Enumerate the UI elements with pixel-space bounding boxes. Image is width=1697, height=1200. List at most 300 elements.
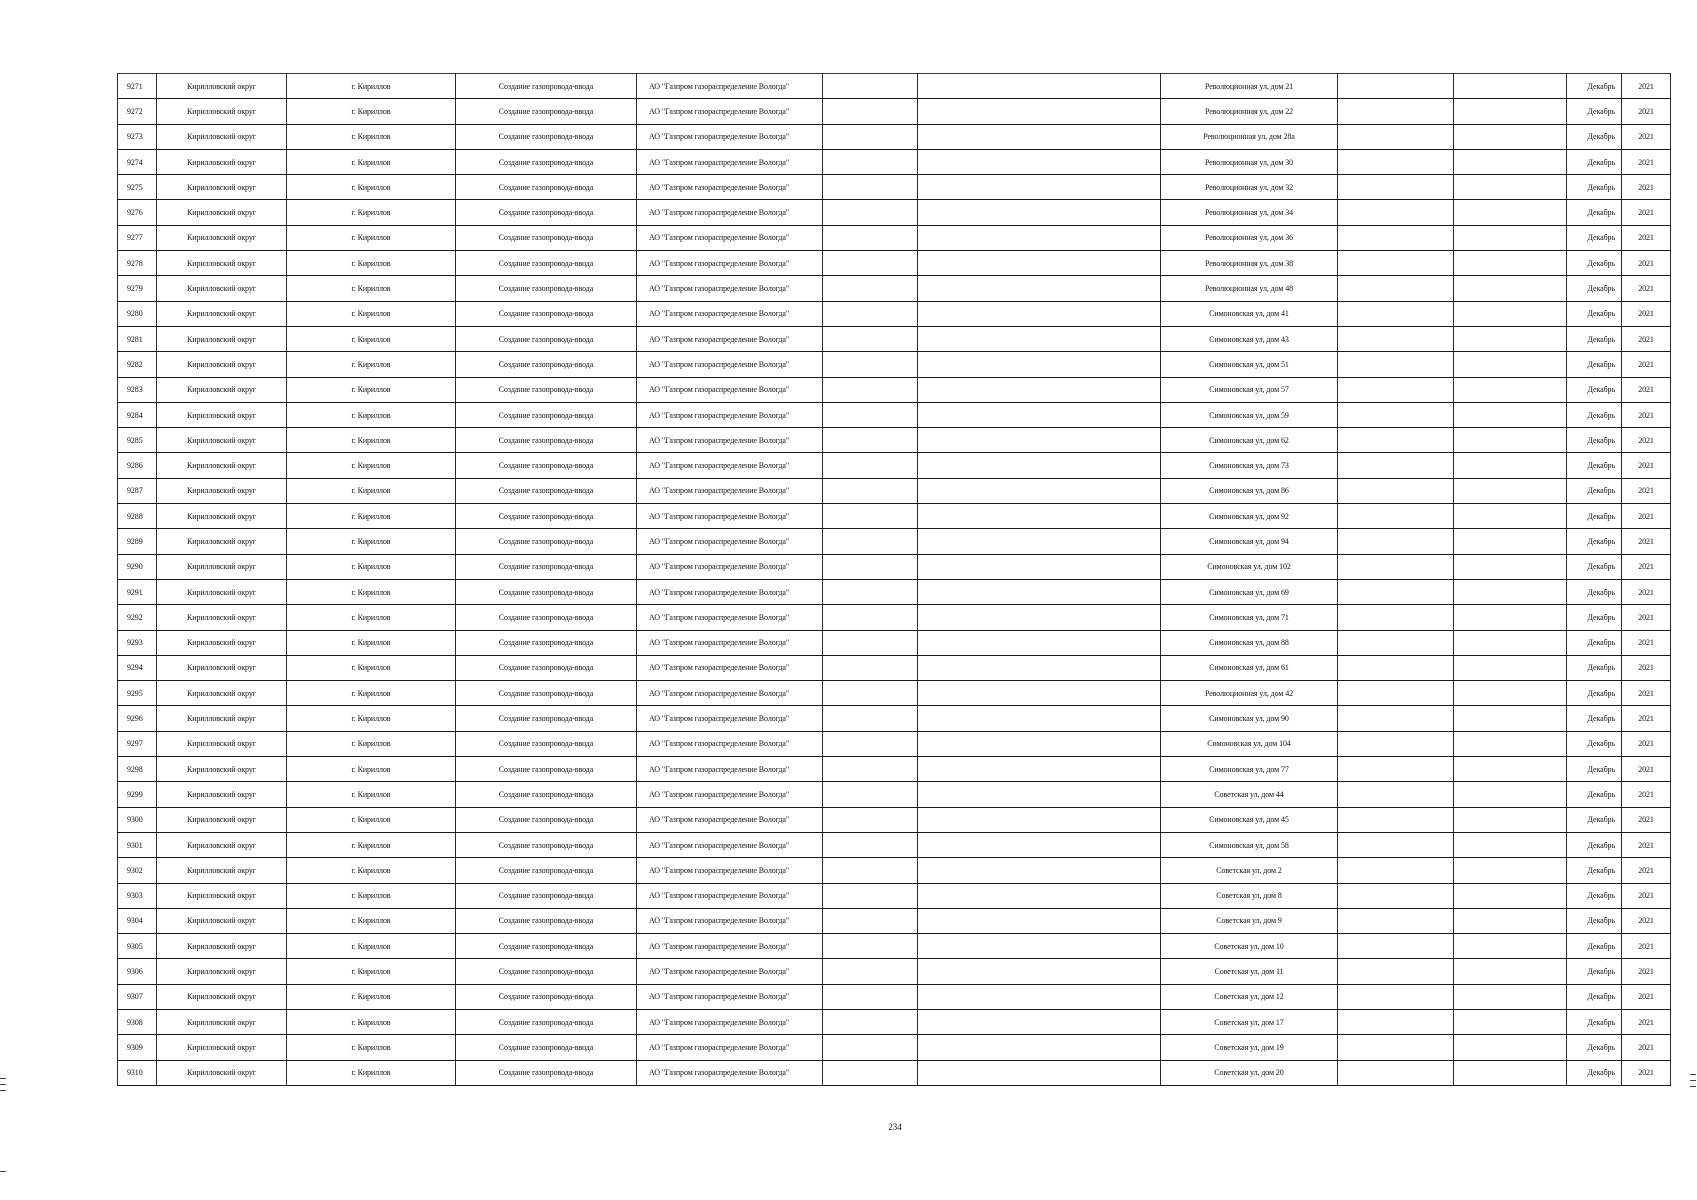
cell-work-type: Создание газопровода-ввода <box>456 1035 637 1060</box>
cell-organization: АО "Газпром газораспределение Вологда" <box>637 529 823 554</box>
cell-month: Декабрь <box>1567 858 1622 883</box>
cell-row-number: 9296 <box>118 706 157 731</box>
cell-address: Симоновская ул, дом 57 <box>1161 377 1338 402</box>
cell-address: Революционная ул, дом 21 <box>1161 74 1338 99</box>
cell-organization: АО "Газпром газораспределение Вологда" <box>637 706 823 731</box>
cell-address: Симоновская ул, дом 62 <box>1161 428 1338 453</box>
cell-work-type: Создание газопровода-ввода <box>456 782 637 807</box>
cell-empty <box>1338 984 1454 1009</box>
cell-row-number: 9301 <box>118 832 157 857</box>
cell-empty <box>823 74 918 99</box>
cell-work-type: Создание газопровода-ввода <box>456 959 637 984</box>
cell-empty <box>823 630 918 655</box>
cell-work-type: Создание газопровода-ввода <box>456 554 637 579</box>
cell-district: Кирилловский округ <box>157 149 287 174</box>
cell-year: 2021 <box>1622 908 1671 933</box>
cell-empty <box>1338 959 1454 984</box>
cell-district: Кирилловский округ <box>157 352 287 377</box>
cell-empty <box>918 908 1161 933</box>
cell-year: 2021 <box>1622 807 1671 832</box>
cell-empty <box>1454 959 1567 984</box>
cell-town: г. Кириллов <box>287 529 456 554</box>
cell-district: Кирилловский округ <box>157 428 287 453</box>
cell-year: 2021 <box>1622 934 1671 959</box>
cell-empty <box>918 731 1161 756</box>
cell-empty <box>823 529 918 554</box>
cell-empty <box>1338 832 1454 857</box>
cell-empty <box>1338 554 1454 579</box>
cell-work-type: Создание газопровода-ввода <box>456 984 637 1009</box>
cell-empty <box>1454 605 1567 630</box>
left-edge-mark <box>0 1078 6 1079</box>
table-row <box>118 655 1671 680</box>
table-row <box>118 883 1671 908</box>
cell-empty <box>823 605 918 630</box>
cell-empty <box>823 428 918 453</box>
cell-address: Симоновская ул, дом 43 <box>1161 326 1338 351</box>
cell-empty <box>1338 149 1454 174</box>
cell-organization: АО "Газпром газораспределение Вологда" <box>637 858 823 883</box>
cell-empty <box>1454 807 1567 832</box>
left-edge-mark <box>0 1090 6 1091</box>
cell-empty <box>1454 149 1567 174</box>
cell-empty <box>1454 124 1567 149</box>
cell-empty <box>823 1035 918 1060</box>
cell-empty <box>918 605 1161 630</box>
cell-town: г. Кириллов <box>287 1009 456 1034</box>
cell-empty <box>823 453 918 478</box>
table-row <box>118 630 1671 655</box>
cell-empty <box>918 175 1161 200</box>
cell-empty <box>918 681 1161 706</box>
cell-row-number: 9302 <box>118 858 157 883</box>
cell-organization: АО "Газпром газораспределение Вологда" <box>637 251 823 276</box>
cell-organization: АО "Газпром газораспределение Вологда" <box>637 124 823 149</box>
cell-empty <box>1454 782 1567 807</box>
cell-organization: АО "Газпром газораспределение Вологда" <box>637 630 823 655</box>
cell-empty <box>1454 858 1567 883</box>
cell-organization: АО "Газпром газораспределение Вологда" <box>637 1035 823 1060</box>
cell-empty <box>1338 529 1454 554</box>
cell-row-number: 9310 <box>118 1060 157 1085</box>
cell-address: Революционная ул, дом 38 <box>1161 251 1338 276</box>
cell-row-number: 9298 <box>118 757 157 782</box>
table-row <box>118 276 1671 301</box>
cell-empty <box>1454 1035 1567 1060</box>
cell-empty <box>823 175 918 200</box>
cell-empty <box>1454 377 1567 402</box>
cell-work-type: Создание газопровода-ввода <box>456 478 637 503</box>
cell-district: Кирилловский округ <box>157 99 287 124</box>
cell-empty <box>918 883 1161 908</box>
cell-empty <box>1338 478 1454 503</box>
cell-empty <box>918 1035 1161 1060</box>
cell-empty <box>1338 251 1454 276</box>
cell-district: Кирилловский округ <box>157 453 287 478</box>
cell-year: 2021 <box>1622 352 1671 377</box>
cell-empty <box>1454 908 1567 933</box>
cell-district: Кирилловский округ <box>157 529 287 554</box>
table-row <box>118 99 1671 124</box>
cell-month: Декабрь <box>1567 352 1622 377</box>
cell-empty <box>1338 883 1454 908</box>
cell-district: Кирилловский округ <box>157 74 287 99</box>
cell-district: Кирилловский округ <box>157 858 287 883</box>
cell-row-number: 9287 <box>118 478 157 503</box>
cell-organization: АО "Газпром газораспределение Вологда" <box>637 579 823 604</box>
cell-address: Революционная ул, дом 36 <box>1161 225 1338 250</box>
cell-empty <box>918 352 1161 377</box>
cell-address: Советская ул, дом 8 <box>1161 883 1338 908</box>
table-row <box>118 326 1671 351</box>
cell-year: 2021 <box>1622 326 1671 351</box>
table-row <box>118 301 1671 326</box>
cell-row-number: 9299 <box>118 782 157 807</box>
cell-year: 2021 <box>1622 706 1671 731</box>
cell-empty <box>1454 1060 1567 1085</box>
cell-empty <box>1338 1060 1454 1085</box>
cell-organization: АО "Газпром газораспределение Вологда" <box>637 149 823 174</box>
table-row <box>118 858 1671 883</box>
cell-empty <box>1454 352 1567 377</box>
cell-row-number: 9274 <box>118 149 157 174</box>
cell-empty <box>918 807 1161 832</box>
cell-town: г. Кириллов <box>287 402 456 427</box>
cell-row-number: 9276 <box>118 200 157 225</box>
cell-organization: АО "Газпром газораспределение Вологда" <box>637 934 823 959</box>
cell-month: Декабрь <box>1567 124 1622 149</box>
cell-address: Революционная ул, дом 30 <box>1161 149 1338 174</box>
cell-empty <box>1454 1009 1567 1034</box>
cell-empty <box>823 200 918 225</box>
cell-year: 2021 <box>1622 782 1671 807</box>
table-row <box>118 149 1671 174</box>
cell-organization: АО "Газпром газораспределение Вологда" <box>637 428 823 453</box>
cell-month: Декабрь <box>1567 453 1622 478</box>
cell-month: Декабрь <box>1567 883 1622 908</box>
cell-month: Декабрь <box>1567 251 1622 276</box>
cell-year: 2021 <box>1622 959 1671 984</box>
cell-empty <box>823 301 918 326</box>
cell-address: Советская ул, дом 44 <box>1161 782 1338 807</box>
right-edge-mark <box>1690 1080 1696 1081</box>
cell-district: Кирилловский округ <box>157 276 287 301</box>
cell-year: 2021 <box>1622 655 1671 680</box>
cell-district: Кирилловский округ <box>157 984 287 1009</box>
cell-empty <box>1338 681 1454 706</box>
cell-empty <box>823 832 918 857</box>
cell-row-number: 9275 <box>118 175 157 200</box>
cell-district: Кирилловский округ <box>157 175 287 200</box>
cell-year: 2021 <box>1622 605 1671 630</box>
cell-empty <box>1338 124 1454 149</box>
cell-district: Кирилловский округ <box>157 1060 287 1085</box>
cell-empty <box>1454 934 1567 959</box>
cell-year: 2021 <box>1622 175 1671 200</box>
cell-row-number: 9278 <box>118 251 157 276</box>
cell-town: г. Кириллов <box>287 757 456 782</box>
cell-work-type: Создание газопровода-ввода <box>456 807 637 832</box>
cell-organization: АО "Газпром газораспределение Вологда" <box>637 984 823 1009</box>
cell-work-type: Создание газопровода-ввода <box>456 428 637 453</box>
cell-year: 2021 <box>1622 251 1671 276</box>
cell-district: Кирилловский округ <box>157 200 287 225</box>
cell-empty <box>823 934 918 959</box>
cell-year: 2021 <box>1622 883 1671 908</box>
table-row <box>118 478 1671 503</box>
cell-month: Декабрь <box>1567 1060 1622 1085</box>
table-row <box>118 428 1671 453</box>
cell-work-type: Создание газопровода-ввода <box>456 276 637 301</box>
cell-empty <box>918 74 1161 99</box>
cell-organization: АО "Газпром газораспределение Вологда" <box>637 326 823 351</box>
cell-empty <box>1338 504 1454 529</box>
cell-district: Кирилловский округ <box>157 504 287 529</box>
table-row <box>118 251 1671 276</box>
cell-empty <box>823 908 918 933</box>
cell-town: г. Кириллов <box>287 478 456 503</box>
cell-year: 2021 <box>1622 99 1671 124</box>
table-row <box>118 908 1671 933</box>
cell-work-type: Создание газопровода-ввода <box>456 402 637 427</box>
cell-empty <box>918 99 1161 124</box>
cell-district: Кирилловский округ <box>157 832 287 857</box>
cell-address: Симоновская ул, дом 92 <box>1161 504 1338 529</box>
cell-empty <box>1454 251 1567 276</box>
cell-address: Революционная ул, дом 28а <box>1161 124 1338 149</box>
cell-town: г. Кириллов <box>287 858 456 883</box>
cell-empty <box>823 402 918 427</box>
cell-month: Декабрь <box>1567 200 1622 225</box>
left-edge-mark <box>0 1084 6 1085</box>
cell-row-number: 9305 <box>118 934 157 959</box>
cell-row-number: 9273 <box>118 124 157 149</box>
cell-year: 2021 <box>1622 453 1671 478</box>
cell-organization: АО "Газпром газораспределение Вологда" <box>637 478 823 503</box>
cell-town: г. Кириллов <box>287 326 456 351</box>
cell-empty <box>918 1060 1161 1085</box>
cell-empty <box>823 149 918 174</box>
cell-year: 2021 <box>1622 731 1671 756</box>
cell-row-number: 9297 <box>118 731 157 756</box>
cell-empty <box>1454 731 1567 756</box>
cell-empty <box>823 326 918 351</box>
cell-month: Декабрь <box>1567 149 1622 174</box>
cell-work-type: Создание газопровода-ввода <box>456 529 637 554</box>
cell-address: Симоновская ул, дом 51 <box>1161 352 1338 377</box>
cell-empty <box>1454 554 1567 579</box>
cell-year: 2021 <box>1622 984 1671 1009</box>
cell-address: Симоновская ул, дом 69 <box>1161 579 1338 604</box>
cell-address: Советская ул, дом 11 <box>1161 959 1338 984</box>
cell-work-type: Создание газопровода-ввода <box>456 251 637 276</box>
cell-empty <box>1454 883 1567 908</box>
cell-district: Кирилловский округ <box>157 326 287 351</box>
cell-empty <box>1454 428 1567 453</box>
cell-year: 2021 <box>1622 1035 1671 1060</box>
cell-year: 2021 <box>1622 74 1671 99</box>
cell-district: Кирилловский округ <box>157 655 287 680</box>
cell-year: 2021 <box>1622 478 1671 503</box>
table-row <box>118 352 1671 377</box>
cell-organization: АО "Газпром газораспределение Вологда" <box>637 200 823 225</box>
cell-empty <box>1338 1009 1454 1034</box>
cell-organization: АО "Газпром газораспределение Вологда" <box>637 908 823 933</box>
cell-year: 2021 <box>1622 428 1671 453</box>
cell-empty <box>1454 706 1567 731</box>
table-row <box>118 782 1671 807</box>
cell-town: г. Кириллов <box>287 731 456 756</box>
cell-year: 2021 <box>1622 1009 1671 1034</box>
cell-organization: АО "Газпром газораспределение Вологда" <box>637 225 823 250</box>
cell-empty <box>1454 984 1567 1009</box>
cell-town: г. Кириллов <box>287 74 456 99</box>
cell-month: Декабрь <box>1567 276 1622 301</box>
cell-district: Кирилловский округ <box>157 478 287 503</box>
cell-district: Кирилловский округ <box>157 124 287 149</box>
cell-empty <box>1454 579 1567 604</box>
table-row <box>118 200 1671 225</box>
table-row <box>118 706 1671 731</box>
cell-address: Советская ул, дом 9 <box>1161 908 1338 933</box>
cell-year: 2021 <box>1622 124 1671 149</box>
cell-work-type: Создание газопровода-ввода <box>456 908 637 933</box>
cell-empty <box>918 655 1161 680</box>
cell-work-type: Создание газопровода-ввода <box>456 326 637 351</box>
cell-empty <box>918 326 1161 351</box>
cell-year: 2021 <box>1622 681 1671 706</box>
cell-month: Декабрь <box>1567 529 1622 554</box>
cell-year: 2021 <box>1622 529 1671 554</box>
cell-empty <box>1454 301 1567 326</box>
cell-empty <box>823 731 918 756</box>
cell-address: Советская ул, дом 20 <box>1161 1060 1338 1085</box>
cell-district: Кирилловский округ <box>157 554 287 579</box>
cell-empty <box>918 782 1161 807</box>
cell-empty <box>1338 352 1454 377</box>
cell-work-type: Создание газопровода-ввода <box>456 225 637 250</box>
cell-row-number: 9280 <box>118 301 157 326</box>
cell-empty <box>918 200 1161 225</box>
cell-empty <box>823 706 918 731</box>
cell-year: 2021 <box>1622 225 1671 250</box>
cell-empty <box>1454 504 1567 529</box>
cell-month: Декабрь <box>1567 99 1622 124</box>
cell-organization: АО "Газпром газораспределение Вологда" <box>637 99 823 124</box>
cell-row-number: 9303 <box>118 883 157 908</box>
cell-empty <box>1338 326 1454 351</box>
cell-row-number: 9277 <box>118 225 157 250</box>
cell-year: 2021 <box>1622 377 1671 402</box>
table-row <box>118 377 1671 402</box>
cell-organization: АО "Газпром газораспределение Вологда" <box>637 782 823 807</box>
cell-empty <box>1338 757 1454 782</box>
cell-empty <box>823 883 918 908</box>
cell-row-number: 9282 <box>118 352 157 377</box>
cell-row-number: 9289 <box>118 529 157 554</box>
cell-organization: АО "Газпром газораспределение Вологда" <box>637 504 823 529</box>
cell-empty <box>823 757 918 782</box>
cell-address: Симоновская ул, дом 77 <box>1161 757 1338 782</box>
cell-district: Кирилловский округ <box>157 579 287 604</box>
gasification-table-sheet <box>117 73 1670 1090</box>
cell-organization: АО "Газпром газораспределение Вологда" <box>637 301 823 326</box>
table-row <box>118 984 1671 1009</box>
cell-empty <box>1338 99 1454 124</box>
cell-town: г. Кириллов <box>287 377 456 402</box>
cell-row-number: 9306 <box>118 959 157 984</box>
cell-month: Декабрь <box>1567 175 1622 200</box>
cell-empty <box>1454 681 1567 706</box>
cell-organization: АО "Газпром газораспределение Вологда" <box>637 74 823 99</box>
cell-year: 2021 <box>1622 504 1671 529</box>
cell-empty <box>1338 428 1454 453</box>
cell-empty <box>918 301 1161 326</box>
cell-organization: АО "Газпром газораспределение Вологда" <box>637 605 823 630</box>
cell-town: г. Кириллов <box>287 984 456 1009</box>
cell-empty <box>1454 655 1567 680</box>
cell-organization: АО "Газпром газораспределение Вологда" <box>637 807 823 832</box>
cell-work-type: Создание газопровода-ввода <box>456 1009 637 1034</box>
cell-address: Советская ул, дом 12 <box>1161 984 1338 1009</box>
cell-work-type: Создание газопровода-ввода <box>456 1060 637 1085</box>
cell-town: г. Кириллов <box>287 579 456 604</box>
cell-month: Декабрь <box>1567 326 1622 351</box>
cell-empty <box>823 782 918 807</box>
cell-empty <box>918 149 1161 174</box>
cell-organization: АО "Газпром газораспределение Вологда" <box>637 757 823 782</box>
cell-empty <box>1338 858 1454 883</box>
cell-row-number: 9308 <box>118 1009 157 1034</box>
cell-district: Кирилловский округ <box>157 807 287 832</box>
cell-empty <box>823 579 918 604</box>
cell-empty <box>823 504 918 529</box>
cell-empty <box>1338 706 1454 731</box>
cell-empty <box>1454 402 1567 427</box>
cell-empty <box>1338 402 1454 427</box>
cell-row-number: 9283 <box>118 377 157 402</box>
cell-town: г. Кириллов <box>287 352 456 377</box>
cell-empty <box>918 757 1161 782</box>
table-row <box>118 402 1671 427</box>
cell-town: г. Кириллов <box>287 655 456 680</box>
cell-town: г. Кириллов <box>287 605 456 630</box>
cell-empty <box>1454 326 1567 351</box>
cell-empty <box>1338 175 1454 200</box>
cell-empty <box>918 832 1161 857</box>
cell-town: г. Кириллов <box>287 959 456 984</box>
cell-district: Кирилловский округ <box>157 1035 287 1060</box>
cell-address: Революционная ул, дом 22 <box>1161 99 1338 124</box>
cell-empty <box>1338 605 1454 630</box>
cell-district: Кирилловский округ <box>157 605 287 630</box>
cell-town: г. Кириллов <box>287 124 456 149</box>
cell-row-number: 9292 <box>118 605 157 630</box>
cell-empty <box>1454 478 1567 503</box>
cell-town: г. Кириллов <box>287 428 456 453</box>
table-row <box>118 605 1671 630</box>
table-row <box>118 934 1671 959</box>
cell-year: 2021 <box>1622 200 1671 225</box>
table-row <box>118 554 1671 579</box>
cell-empty <box>823 1060 918 1085</box>
table-row <box>118 681 1671 706</box>
cell-month: Декабрь <box>1567 402 1622 427</box>
cell-district: Кирилловский округ <box>157 782 287 807</box>
cell-month: Декабрь <box>1567 757 1622 782</box>
cell-work-type: Создание газопровода-ввода <box>456 99 637 124</box>
cell-address: Советская ул, дом 17 <box>1161 1009 1338 1034</box>
